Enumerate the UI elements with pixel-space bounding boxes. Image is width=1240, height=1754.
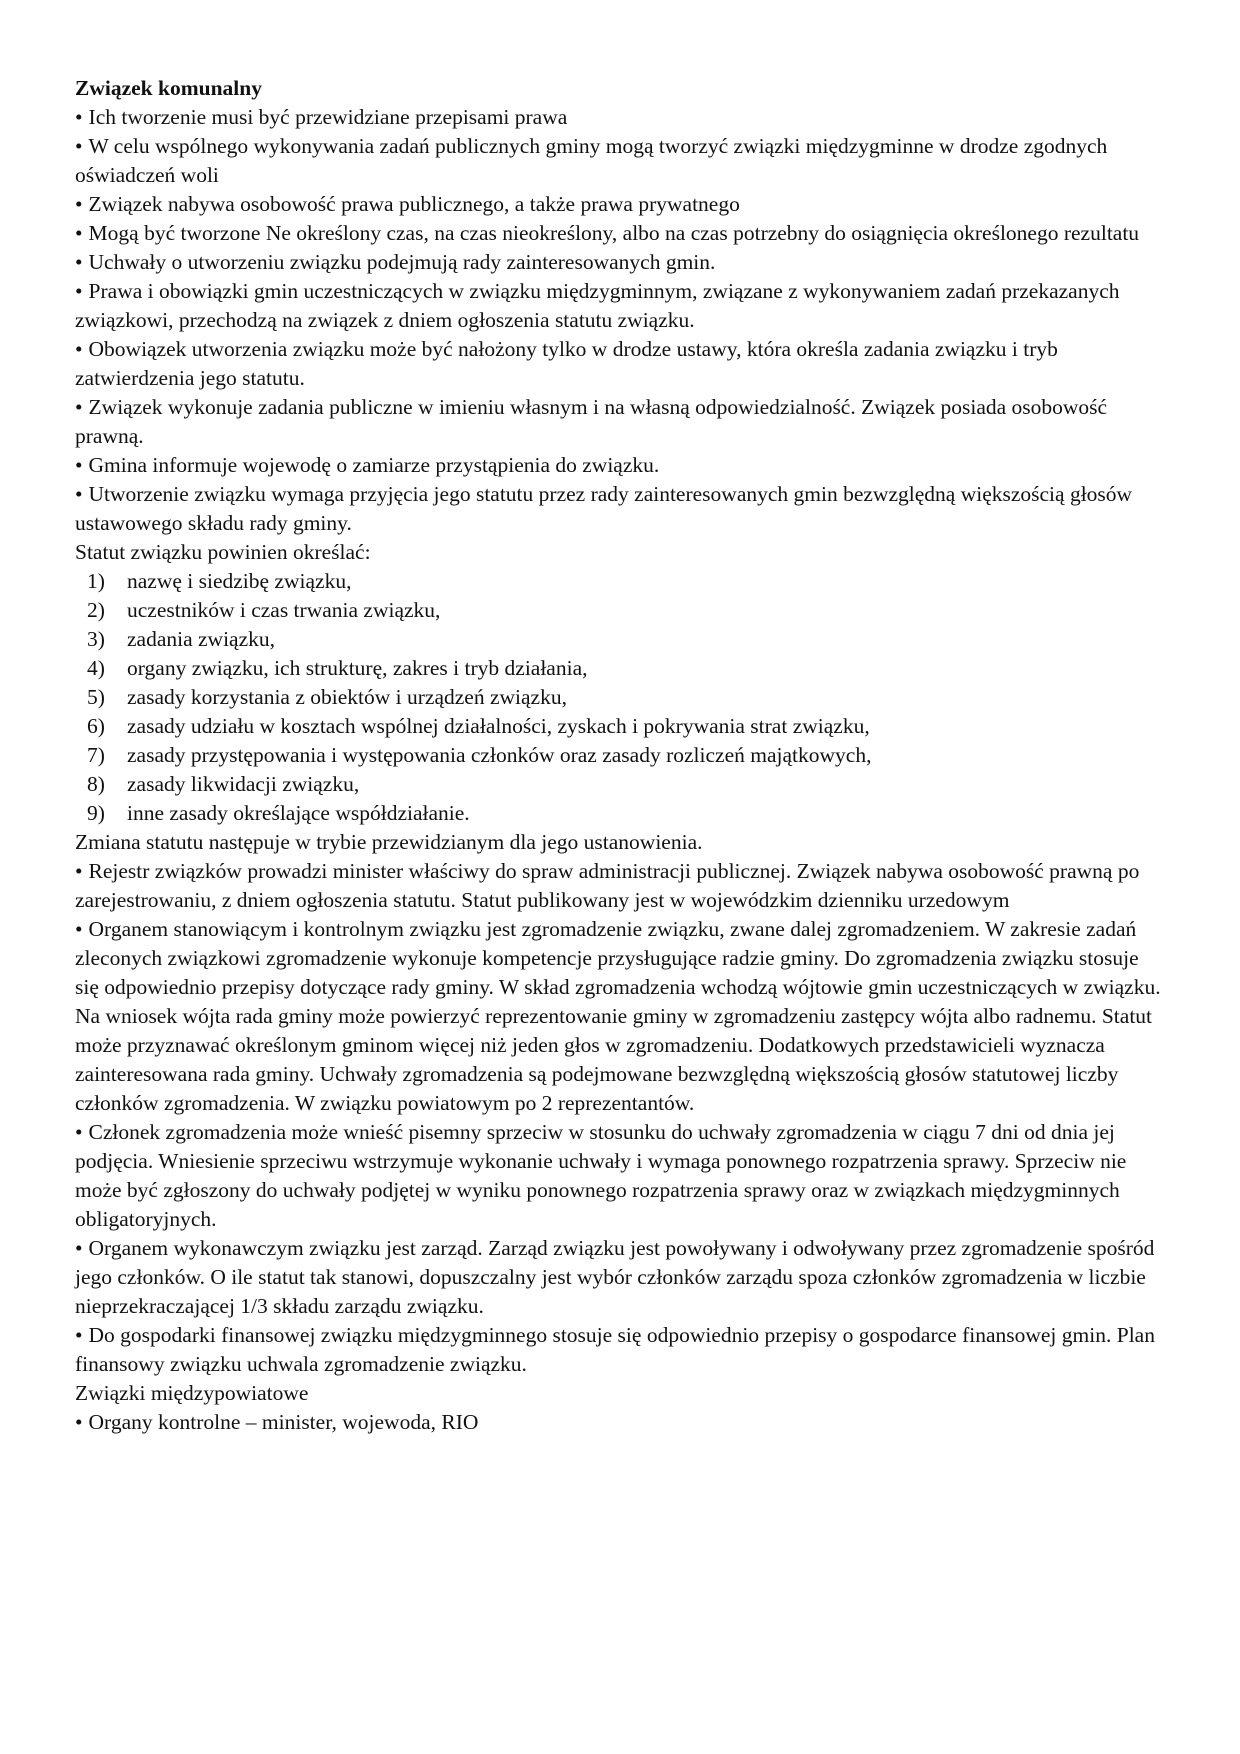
numbered-item: 3) zadania związku,	[75, 625, 1165, 654]
bullet-item: • Obowiązek utworzenia związku może być nałożony tylko w drodze ustawy, która określa zadania związku i tryb zatwierdzenia jego statutu.	[75, 337, 1058, 390]
item-number: 6)	[87, 714, 105, 738]
bullet-item: • Ich tworzenie musi być przewidziane przepisami prawa	[75, 105, 568, 129]
item-number: 9)	[87, 801, 105, 825]
bullet-item: • Uchwały o utworzeniu związku podejmują rady zainteresowanych gmin.	[75, 250, 716, 274]
document-body	[75, 74, 1165, 1437]
bullet-list-1	[75, 103, 1165, 538]
bullet-item: • Rejestr związków prowadzi minister właściwy do spraw administracji publicznej. Związek nabywa osobowość prawną po zarejestrowaniu, z dniem ogłoszenia statutu. Statut publikowany jest w wojewódzkim dzienniku urzedowym	[75, 859, 1140, 912]
item-number: 8)	[87, 772, 105, 796]
bullet-item: • Mogą być tworzone Ne określony czas, na czas nieokreślony, albo na czas potrzebny do osiągnięcia określonego rezultatu	[75, 221, 1140, 245]
bullet-icon: •	[75, 221, 83, 245]
bullet-list-3	[75, 1408, 1165, 1437]
bullet-icon: •	[75, 1236, 83, 1260]
bullet-list-2	[75, 857, 1165, 1379]
statut-intro: Statut związku powinien określać:	[75, 540, 371, 564]
bullet-icon: •	[75, 453, 83, 477]
bullet-icon: •	[75, 1410, 83, 1434]
bullet-icon: •	[75, 917, 83, 941]
bullet-item: • Związek wykonuje zadania publiczne w imieniu własnym i na własną odpowiedzialność. Związek posiada osobowość prawną.	[75, 395, 1108, 448]
numbered-item: 9) inne zasady określające współdziałanie.	[75, 799, 1165, 828]
numbered-item: 8) zasady likwidacji związku,	[75, 770, 1165, 799]
item-number: 1)	[87, 569, 105, 593]
bullet-icon: •	[75, 105, 83, 129]
statut-change-text: Zmiana statutu następuje w trybie przewidzianym dla jego ustanowienia.	[75, 830, 703, 854]
numbered-item: 6) zasady udziału w kosztach wspólnej działalności, zyskach i pokrywania strat związku,	[75, 712, 1165, 741]
bullet-item: • Gmina informuje wojewodę o zamiarze przystąpienia do związku.	[75, 453, 660, 477]
bullet-item: • W celu wspólnego wykonywania zadań publicznych gminy mogą tworzyć związki międzygminne w drodze zgodnych oświadczeń woli	[75, 134, 1108, 187]
numbered-item: 4) organy związku, ich strukturę, zakres i tryb działania,	[75, 654, 1165, 683]
bullet-item: • Związek nabywa osobowość prawa publicznego, a także prawa prywatnego	[75, 192, 740, 216]
item-number: 5)	[87, 685, 105, 709]
item-number: 7)	[87, 743, 105, 767]
section2-title: Związki międzypowiatowe	[75, 1381, 309, 1405]
item-number: 2)	[87, 598, 105, 622]
bullet-icon: •	[75, 134, 83, 158]
bullet-item: • Organem stanowiącym i kontrolnym związku jest zgromadzenie związku, zwane dalej zgromadzeniem. W zakresie zadań zleconych związkowi zgromadzenie wykonuje kompetencje przysługujące radzie gminy. Do zgromadzenia związku stosuje się odpowiednio przepisy dotyczące rady gminy. W skład zgromadzenia wchodzą wójtowie gmin uczestniczących w związku. Na wniosek wójta rada gminy może powierzyć reprezentowanie gminy w zgromadzeniu zastępcy wójta albo radnemu. Statut może przyznawać określonym gminom więcej niż jeden głos w zgromadzeniu. Dodatkowych przedstawicieli wyznacza zainteresowana rada gminy. Uchwały zgromadzenia są podejmowane bezwzględną większością głosów statutowej liczby członków zgromadzenia. W związku powiatowym po 2 reprezentantów.	[75, 917, 1161, 1115]
bullet-item: • Do gospodarki finansowej związku międzygminnego stosuje się odpowiednio przepisy o gospodarce finansowej gmin. Plan finansowy związku uchwala zgromadzenie związku.	[75, 1323, 1155, 1376]
bullet-icon: •	[75, 192, 83, 216]
bullet-icon: •	[75, 1323, 83, 1347]
bullet-item: • Prawa i obowiązki gmin uczestniczących w związku międzygminnym, związane z wykonywaniem zadań przekazanych związkowi, przechodzą na związek z dniem ogłoszenia statutu związku.	[75, 279, 1120, 332]
bullet-icon: •	[75, 337, 83, 361]
item-number: 4)	[87, 656, 105, 680]
bullet-icon: •	[75, 395, 83, 419]
numbered-item: 1) nazwę i siedzibę związku,	[75, 567, 1165, 596]
bullet-icon: •	[75, 250, 83, 274]
item-number: 3)	[87, 627, 105, 651]
bullet-icon: •	[75, 1120, 83, 1144]
bullet-item: • Organem wykonawczym związku jest zarząd. Zarząd związku jest powoływany i odwoływany przez zgromadzenie spośród jego członków. O ile statut tak stanowi, dopuszczalny jest wybór członków zarządu spoza członków zgromadzenia w liczbie nieprzekraczającej 1/3 składu zarządu związku.	[75, 1236, 1155, 1318]
bullet-icon: •	[75, 482, 83, 506]
bullet-item: • Utworzenie związku wymaga przyjęcia jego statutu przez rady zainteresowanych gmin bezwzględną większością głosów ustawowego składu rady gminy.	[75, 482, 1133, 535]
statut-numbered-list	[75, 567, 1165, 828]
bullet-item: • Członek zgromadzenia może wnieść pisemny sprzeciw w stosunku do uchwały zgromadzenia w ciągu 7 dni od dnia jej podjęcia. Wniesienie sprzeciwu wstrzymuje wykonanie uchwały i wymaga ponownego rozpatrzenia sprawy. Sprzeciw nie może być zgłoszony do uchwały podjętej w wyniku ponownego rozpatrzenia sprawy oraz w związkach międzygminnych obligatoryjnych.	[75, 1120, 1127, 1231]
numbered-item: 2) uczestników i czas trwania związku,	[75, 596, 1165, 625]
document-title: Związek komunalny	[75, 76, 262, 100]
bullet-item: • Organy kontrolne – minister, wojewoda, RIO	[75, 1410, 479, 1434]
bullet-icon: •	[75, 279, 83, 303]
bullet-icon: •	[75, 859, 83, 883]
numbered-item: 5) zasady korzystania z obiektów i urządzeń związku,	[75, 683, 1165, 712]
numbered-item: 7) zasady przystępowania i występowania członków oraz zasady rozliczeń majątkowych,	[75, 741, 1165, 770]
